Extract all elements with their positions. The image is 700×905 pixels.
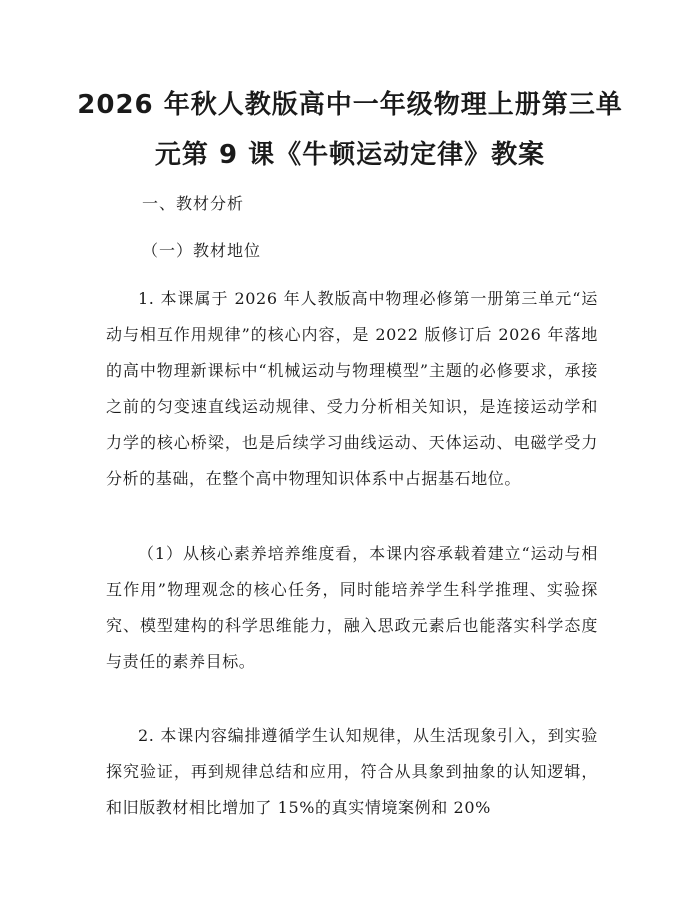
paragraph-1: 1. 本课属于 2026 年人教版高中物理必修第一册第三单元“运动与相互作用规律”的核心内容，是 2022 版修订后 2026 年落地的高中物理新课标中“机械运动与物理模型”主题的必修要求，承接之前的匀变速直线运动规律、受力分析相关知识，是连接运动学和力学的核心桥梁，也是后续学习曲线运动、天体运动、电磁学受力分析的基础，在整个高中物理知识体系中占据基石地位。 [106, 289, 598, 488]
subsection-heading: （一）教材地位 [142, 241, 262, 260]
paragraph-3: 2. 本课内容编排遵循学生认知规律，从生活现象引入，到实验探究验证，再到规律总结和应用，符合从具象到抽象的认知逻辑，和旧版教材相比增加了 15%的真实情境案例和 20% [106, 726, 598, 817]
section-heading: 一、教材分析 [142, 194, 245, 213]
paragraph-2: （1）从核心素养培养维度看，本课内容承载着建立“运动与相互作用”物理观念的核心任务，同时能培养学生科学推理、实验探究、模型建构的科学思维能力，融入思政元素后也能落实科学态度与责任的素养目标。 [106, 544, 598, 671]
document-title-line-1: 2026 年秋人教版高中一年级物理上册第三单 [77, 90, 623, 120]
document-title-line-2: 元第 9 课《牛顿运动定律》教案 [154, 140, 546, 170]
